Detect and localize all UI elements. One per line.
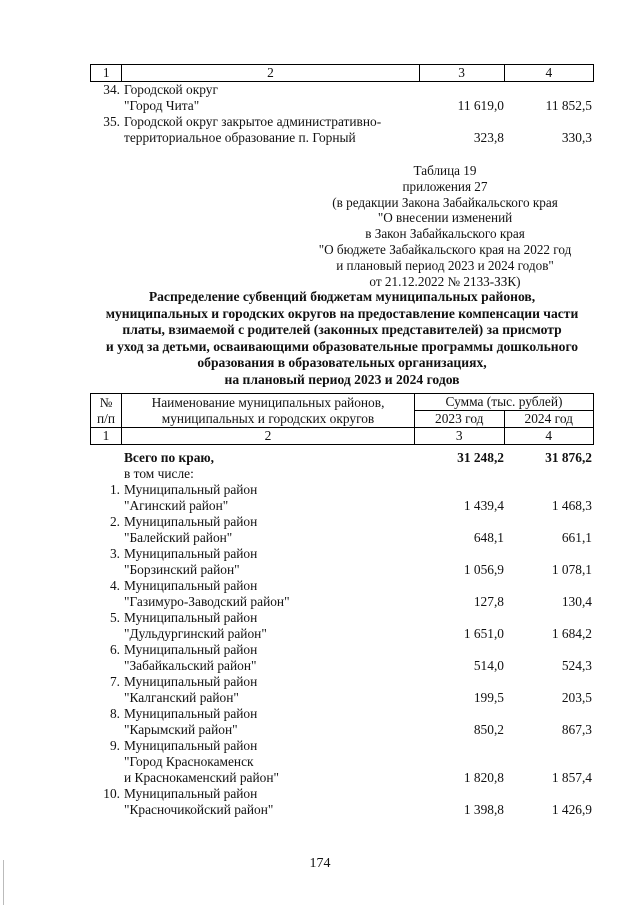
row-name-line: территориальное образование п. Горный: [124, 130, 356, 145]
row-name-line: "Красночикойский район": [124, 802, 274, 817]
row-name-line: Муниципальный район: [124, 674, 258, 689]
col-number-1: 1: [91, 65, 122, 82]
caption-line: "О бюджете Забайкальского края на 2022 год: [318, 241, 572, 257]
value-2024: 867,3: [561, 722, 592, 737]
title-line: и уход за детьми, осваивающими образовательные программы дошкольного: [105, 338, 579, 354]
header-num-label: п/п: [96, 410, 116, 426]
title-line: платы, взимаемой с родителей (законных представителей) за присмотр: [122, 322, 562, 338]
table-caption: [300, 163, 590, 289]
total-label: Всего по краю,: [124, 450, 214, 465]
row-name-line: "Газимуро-Заводский район": [124, 594, 290, 609]
col-number-3: 3: [419, 65, 504, 82]
value-2023: 648,1: [473, 530, 504, 545]
row-name-line: Городской округ закрытое административно-: [124, 114, 382, 129]
value-2024: 524,3: [561, 658, 592, 673]
row-name-line: Муниципальный район: [124, 610, 258, 625]
total-2024: 31 876,2: [545, 450, 592, 465]
caption-line: в Закон Забайкальского края: [365, 226, 525, 242]
row-number: 7.: [109, 674, 120, 689]
main-table-header: [90, 393, 594, 445]
col-number-3: 3: [415, 428, 505, 445]
value-2023: 514,0: [473, 658, 504, 673]
row-name-line: Муниципальный район: [124, 514, 258, 529]
value-2023: 1 398,8: [463, 802, 504, 817]
value-2023: 850,2: [473, 722, 504, 737]
value-2024: 130,4: [561, 594, 592, 609]
value-2024: 11 852,5: [545, 98, 592, 113]
value-2024: 1 684,2: [551, 626, 592, 641]
table-row: [90, 82, 594, 114]
col-number-2: 2: [122, 65, 419, 82]
including-row: [90, 466, 594, 482]
row-name-line: Городской округ: [124, 82, 218, 97]
header-sum-cell: Сумма (тыс. рублей): [415, 394, 594, 411]
row-number: 3.: [109, 546, 120, 561]
value-2024: 1 426,9: [551, 802, 592, 817]
value-2024: 1 468,3: [551, 498, 592, 513]
caption-line: приложения 27: [402, 178, 488, 194]
value-2023: 1 056,9: [463, 562, 504, 577]
header-name-label: Наименование муниципальных районов,: [151, 394, 385, 410]
including-label: в том числе:: [124, 466, 194, 481]
header-num-cell: [91, 394, 122, 428]
row-number: 1.: [109, 482, 120, 497]
value-2024: 330,3: [561, 130, 592, 145]
value-2023: 127,8: [473, 594, 504, 609]
top-table-column-numbers: [90, 64, 594, 82]
col-number-2: 2: [122, 428, 415, 445]
table-row: [90, 114, 594, 146]
row-name-line: Муниципальный район: [124, 642, 258, 657]
row-number: 4.: [109, 578, 120, 593]
row-number: 2.: [109, 514, 120, 529]
table-row: [90, 514, 594, 546]
col-number-1: 1: [91, 428, 122, 445]
caption-line: и плановый период 2023 и 2024 годов": [336, 257, 554, 273]
title-line: на плановый период 2023 и 2024 годов: [224, 371, 460, 387]
row-name-line: "Забайкальский район": [124, 658, 257, 673]
value-2023: 1 651,0: [463, 626, 504, 641]
table-row: [90, 786, 594, 818]
row-name-line: Муниципальный район: [124, 738, 258, 753]
row-name-line: "Карымский район": [124, 722, 238, 737]
page-number: 174: [309, 856, 331, 871]
district-rows: [90, 482, 594, 818]
caption-line: от 21.12.2022 № 2133-ЗЗК): [369, 273, 521, 289]
value-2023: 323,8: [473, 130, 504, 145]
title-line: муниципальных и городских округов на предоставление компенсации части: [105, 305, 579, 321]
row-name-line: Муниципальный район: [124, 578, 258, 593]
row-name-line: "Город Чита": [124, 98, 200, 113]
row-name-line: "Город Краснокаменск: [124, 754, 254, 769]
table-row: [90, 610, 594, 642]
header-num-label: №: [99, 394, 113, 410]
document-title: [80, 289, 604, 389]
table-row: [90, 546, 594, 578]
col-number-4: 4: [504, 65, 593, 82]
row-name-line: Муниципальный район: [124, 482, 258, 497]
title-line: образования в образовательных организациях,: [197, 355, 487, 371]
col-number-4: 4: [504, 428, 594, 445]
row-name-line: "Агинский район": [124, 498, 229, 513]
header-name-cell: [122, 394, 415, 428]
value-2023: 199,5: [473, 690, 504, 705]
value-2024: 1 078,1: [551, 562, 592, 577]
row-name-line: Муниципальный район: [124, 786, 258, 801]
value-2024: 1 857,4: [551, 770, 592, 785]
row-number: 6.: [109, 642, 120, 657]
row-name-line: и Краснокаменский район": [124, 770, 279, 785]
caption-line: (в редакции Закона Забайкальского края: [332, 194, 558, 210]
row-number: 34.: [103, 82, 120, 97]
table-row: [90, 578, 594, 610]
value-2024: 661,1: [561, 530, 592, 545]
row-number: 10.: [103, 786, 120, 801]
row-number: 5.: [109, 610, 120, 625]
top-table-rows: [90, 82, 594, 146]
header-year-2023: 2023 год: [415, 411, 505, 428]
row-number: 8.: [109, 706, 120, 721]
table-row: [90, 642, 594, 674]
row-name-line: Муниципальный район: [124, 546, 258, 561]
value-2023: 11 619,0: [457, 98, 504, 113]
row-name-line: "Балейский район": [124, 530, 233, 545]
row-name-line: Муниципальный район: [124, 706, 258, 721]
row-name-line: "Калганский район": [124, 690, 239, 705]
title-line: Распределение субвенций бюджетам муниципальных районов,: [148, 289, 536, 304]
caption-line: "О внесении изменений: [377, 210, 513, 226]
value-2024: 203,5: [561, 690, 592, 705]
value-2023: 1 439,4: [463, 498, 504, 513]
row-name-line: "Дульдургинский район": [124, 626, 267, 641]
row-name-line: "Борзинский район": [124, 562, 240, 577]
table-row: [90, 738, 594, 786]
table-row: [90, 674, 594, 706]
row-number: 35.: [103, 114, 120, 129]
table-row: [90, 706, 594, 738]
header-name-label: муниципальных и городских округов: [161, 410, 375, 426]
table-row: [90, 482, 594, 514]
main-table-rows: [90, 450, 594, 818]
header-year-2024: 2024 год: [504, 411, 594, 428]
total-row: [90, 450, 594, 466]
row-number: 9.: [109, 738, 120, 753]
value-2023: 1 820,8: [463, 770, 504, 785]
total-2023: 31 248,2: [457, 450, 504, 465]
caption-line: Таблица 19: [413, 163, 477, 178]
